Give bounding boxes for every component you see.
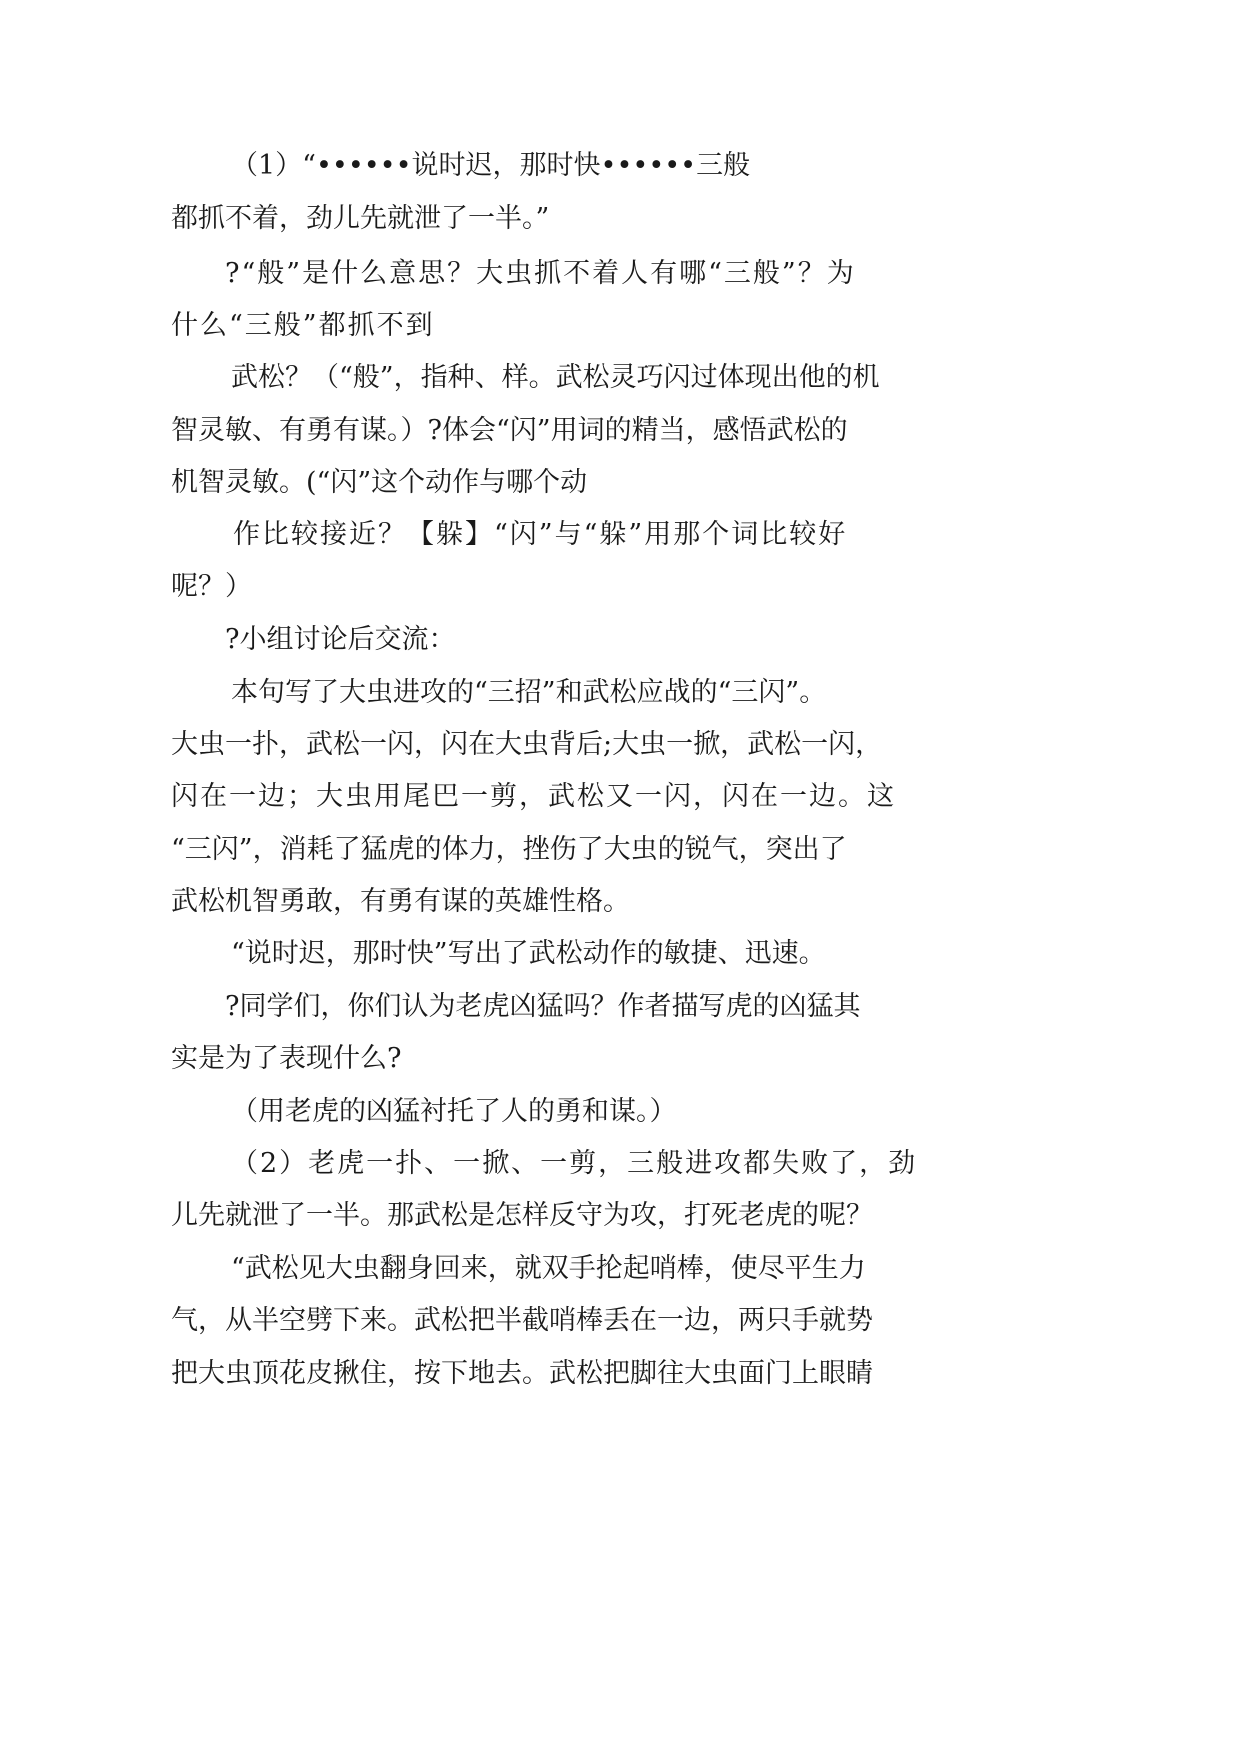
- text-line: ?“般”是什么意思？大虫抓不着人有哪“三般”？为: [225, 258, 856, 289]
- text-line: 什么“三般”都抓不到: [171, 310, 435, 341]
- text-line: 都抓不着，劲儿先就泄了一半。”: [171, 203, 550, 234]
- text-line: （用老虎的凶猛衬托了人的勇和谋。）: [231, 1096, 677, 1127]
- text-line: 呢？）: [171, 571, 252, 602]
- text-line: 武松？（“般”，指种、样。武松灵巧闪过体现出他的机: [231, 362, 880, 393]
- text-line: ?同学们，你们认为老虎凶猛吗？作者描写虎的凶猛其: [225, 991, 861, 1022]
- text-line: 机智灵敏。(“闪”这个动作与哪个动: [171, 467, 588, 498]
- text-line: 本句写了大虫进攻的“三招”和武松应战的“三闪”。: [231, 677, 827, 708]
- text-line: “三闪”，消耗了猛虎的体力，挫伤了大虫的锐气，突出了: [171, 834, 847, 865]
- text-line: 儿先就泄了一半。那武松是怎样反守为攻，打死老虎的呢？: [171, 1200, 873, 1231]
- text-line: （2）老虎一扑、一掀、一剪，三般进攻都失败了，劲: [231, 1148, 918, 1179]
- text-line: 作比较接近？【躲】“闪”与“躲”用那个词比较好: [233, 519, 848, 550]
- text-line: 智灵敏、有勇有谋。）?体会“闪”用词的精当，感悟武松的: [171, 415, 848, 446]
- text-line: 实是为了表现什么?: [171, 1043, 402, 1074]
- text-line: 气，从半空劈下来。武松把半截哨棒丢在一边，两只手就势: [171, 1305, 873, 1336]
- text-line: 闪在一边；大虫用尾巴一剪，武松又一闪，闪在一边。这: [171, 781, 896, 812]
- text-line: （1）“••••••说时迟，那时快••••••三般: [231, 150, 751, 181]
- text-line: 大虫一扑，武松一闪，闪在大虫背后;大虫一掀，武松一闪，: [171, 729, 883, 760]
- text-line: 把大虫顶花皮揪住，按下地去。武松把脚往大虫面门上眼睛: [171, 1358, 873, 1389]
- text-line: ?小组讨论后交流：: [225, 624, 456, 655]
- text-line: 武松机智勇敢，有勇有谋的英雄性格。: [171, 886, 630, 917]
- text-line: “武松见大虫翻身回来，就双手抡起哨棒，使尽平生力: [231, 1253, 866, 1284]
- text-line: “说时迟，那时快”写出了武松动作的敏捷、迅速。: [231, 938, 826, 969]
